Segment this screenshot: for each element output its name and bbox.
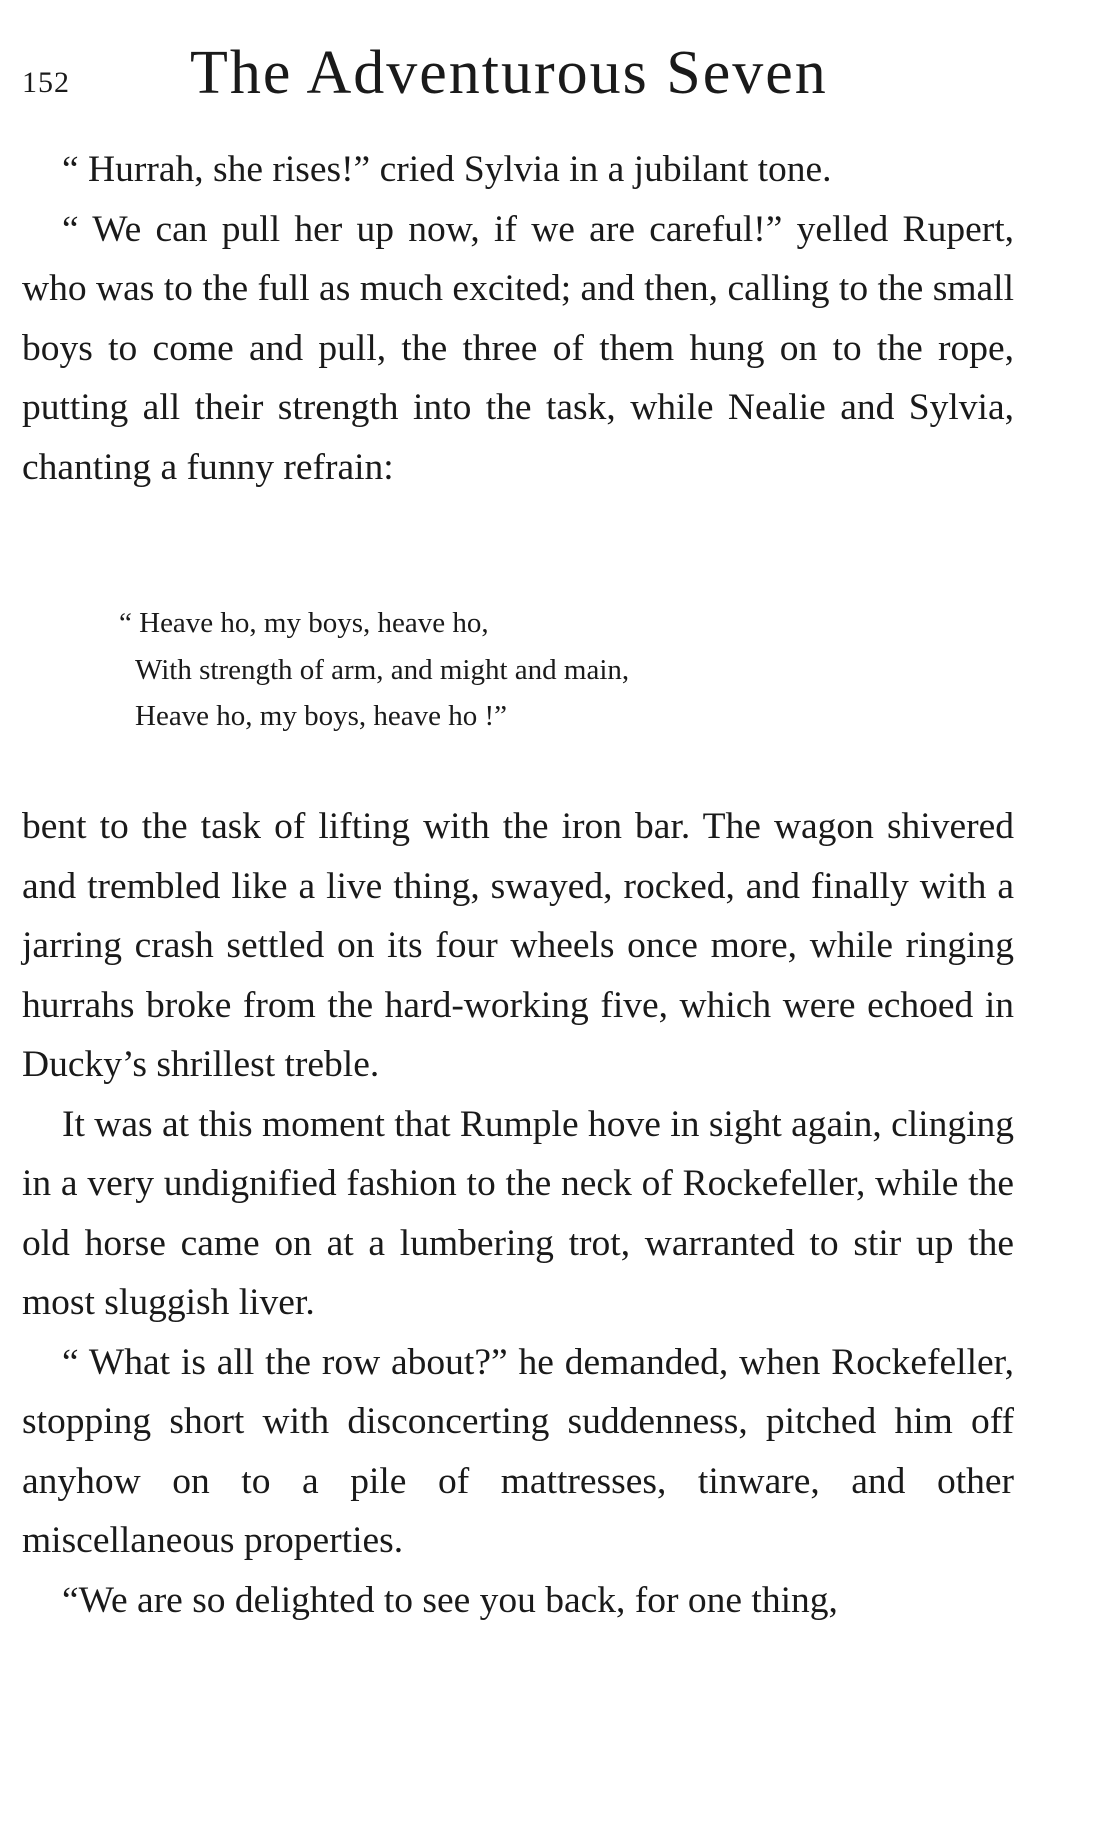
paragraph: It was at this moment that Rumple hove in sight again, clinging in a very undignified fashion to the neck of Rockefeller, while the old horse came on at a lumbering trot, warranted to stir up the most sluggish liver. xyxy=(22,1103,1014,1323)
paragraph: “We are so delighted to see you back, for one thing, xyxy=(62,1579,838,1621)
body-text-top xyxy=(22,140,1014,497)
verse-line: Heave ho, my boys, heave ho !” xyxy=(135,700,508,732)
paragraph: bent to the task of lifting with the iron bar. The wagon shivered and trembled like a live thing, swayed, rocked, and finally with a jarring crash settled on its four wheels once more, while ringing hurrahs broke from the hard-working five, which were echoed in Ducky’s shrillest treble. xyxy=(22,806,1014,1085)
paragraph: “ We can pull her up now, if we are careful!” yelled Rupert, who was to the full as much excited; and then, calling to the small boys to come and pull, the three of them hung on to the rope, putting all their strength into the task, while Nealie and Sylvia, chanting a funny refrain: xyxy=(22,208,1014,488)
verse-line: With strength of arm, and might and main, xyxy=(135,653,630,686)
running-title: The Adventurous Seven xyxy=(190,39,828,107)
paragraph: “ Hurrah, she rises!” cried Sylvia in a jubilant tone. xyxy=(62,149,832,190)
paragraph: “ What is all the row about?” he demanded, when Rockefeller, stopping short with disconcerting suddenness, pitched him off anyhow on to a pile of mattresses, tinware, and other miscellaneous properties. xyxy=(22,1341,1014,1561)
verse-line: “ Heave ho, my boys, heave ho, xyxy=(119,607,489,639)
page-header xyxy=(22,38,1082,118)
verse-refrain xyxy=(119,600,630,740)
body-text-bottom xyxy=(22,797,1014,1630)
page-number: 152 xyxy=(22,66,70,99)
